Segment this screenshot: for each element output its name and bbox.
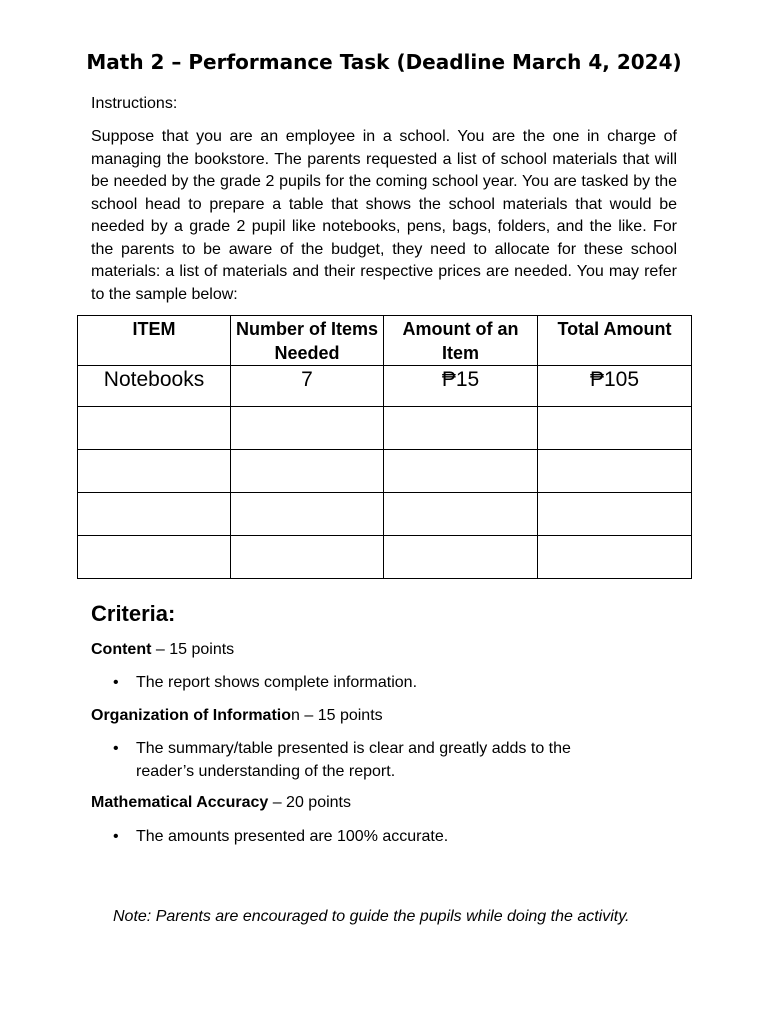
materials-table [77,315,692,579]
table-row [78,366,692,407]
header-amount-item: Amount of an Item [384,316,538,366]
criterion-name: Mathematical Accuracy [91,794,269,811]
table-row-empty [78,450,692,493]
page-title: Math 2 – Performance Task (Deadline March 4, 2024) [86,50,682,74]
bullet-icon: • [113,674,119,691]
empty-cell [78,450,231,493]
header-number-needed: Number of Items Needed [231,316,384,366]
table-row-empty [78,536,692,579]
bullet-text: The amounts presented are 100% accurate. [136,828,449,845]
criterion-points: – 20 points [268,794,351,811]
empty-cell [538,407,692,450]
criterion-points: – 15 points [151,641,235,658]
cell-total: ₱105 [538,366,692,407]
empty-cell [384,450,538,493]
cell-amount: ₱15 [384,366,538,407]
list-item [113,671,633,694]
list-item [113,825,633,848]
empty-cell [78,493,231,536]
cell-item: Notebooks [78,366,231,407]
empty-cell [231,536,384,579]
empty-cell [384,536,538,579]
criterion-accuracy [91,793,351,813]
instructions-paragraph: Suppose that you are an employee in a school. You are the one in charge of managing the bookstore. The parents requested a list of school materials that will be needed by the grade 2 pupils for the coming school year. You are tasked by the school head to prepare a table that shows the school materials that would be needed by a grade 2 pupil like notebooks, pens, bags, folders, and the like. For the parents to be aware of the budget, they need to allocate for these school materials: a list of materials and their respective prices are needed. You may refer to the sample below: [91,128,677,303]
criterion-points: – 15 points [299,707,383,724]
criteria-heading: Criteria: [91,601,176,626]
bullet-icon: • [113,828,119,845]
header-total-amount: Total Amount [538,316,692,366]
bullet-text: The report shows complete information. [136,674,418,691]
criterion-organization [91,706,383,726]
criterion-name-rest: n [291,707,300,724]
bullet-text: The summary/table presented is clear and greatly adds to the reader’s understanding of the report. [136,740,571,780]
table-row-empty [78,407,692,450]
empty-cell [384,493,538,536]
empty-cell [538,493,692,536]
bullet-icon: • [113,740,119,757]
cell-number: 7 [231,366,384,407]
table-row-empty [78,493,692,536]
instructions-label: Instructions: [91,95,178,112]
criterion-name: Content [91,641,152,658]
criterion-content [91,640,234,660]
table-header-row [78,316,692,366]
empty-cell [538,536,692,579]
empty-cell [231,450,384,493]
empty-cell [231,407,384,450]
note-text: Note: Parents are encouraged to guide the pupils while doing the activity. [113,908,630,925]
criterion-name: Organization of Informatio [91,707,291,724]
list-item [113,737,633,783]
empty-cell [384,407,538,450]
empty-cell [78,407,231,450]
empty-cell [78,536,231,579]
empty-cell [231,493,384,536]
header-item: ITEM [78,316,231,366]
empty-cell [538,450,692,493]
